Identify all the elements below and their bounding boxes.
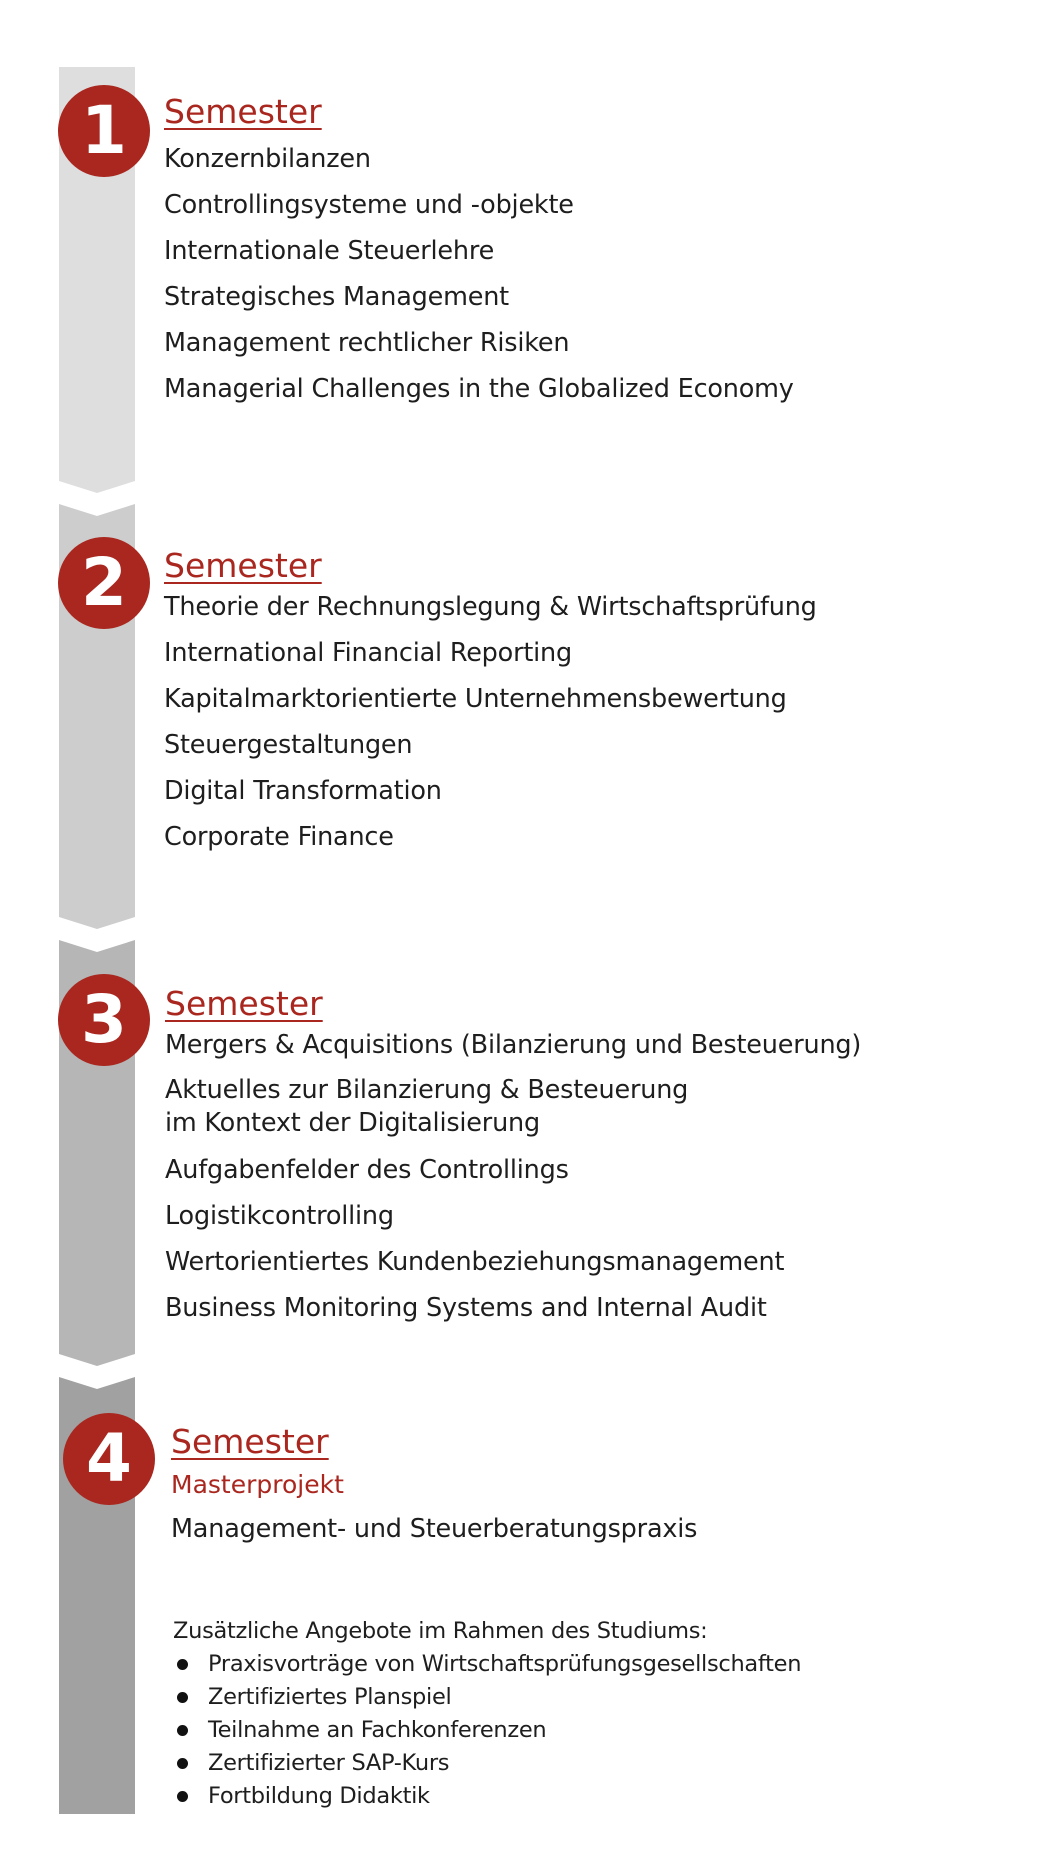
list-item [173, 1681, 801, 1714]
list-item [173, 1648, 801, 1681]
bullet-icon [177, 1692, 188, 1703]
semester-2-course: Steuergestaltungen [164, 730, 413, 760]
semester-3-course-multiline [165, 1068, 861, 1147]
semester-1-course: Controllingsysteme und -objekte [164, 190, 574, 220]
additional-offers-list [173, 1648, 801, 1813]
list-item-label: Teilnahme an Fachkonferenzen [208, 1717, 547, 1743]
semester-3-number-badge: 3 [58, 974, 150, 1066]
list-item [173, 1780, 801, 1813]
bullet-icon [177, 1725, 188, 1736]
semester-2-course: Kapitalmarktorientierte Unternehmensbewertung [164, 684, 787, 714]
semester-4-title: Semester [171, 1422, 329, 1461]
semester-1-course: Managerial Challenges in the Globalized Economy [164, 374, 794, 404]
semester-3-course: Wertorientiertes Kundenbeziehungsmanagement [165, 1247, 785, 1277]
semester-3-course-line: Aktuelles zur Bilanzierung & Besteuerung [165, 1075, 689, 1105]
bullet-icon [177, 1758, 188, 1769]
list-item-label: Praxisvorträge von Wirtschaftsprüfungsgesellschaften [208, 1651, 802, 1677]
semester-2-course: Corporate Finance [164, 822, 394, 852]
list-item [173, 1714, 801, 1747]
bullet-icon [177, 1791, 188, 1802]
list-item [173, 1747, 801, 1780]
semester-2-course: Theorie der Rechnungslegung & Wirtschaftsprüfung [164, 592, 817, 622]
semester-3-course: Aufgabenfelder des Controllings [165, 1155, 569, 1185]
semester-4-section [171, 1420, 697, 1552]
semester-3-course: Mergers & Acquisitions (Bilanzierung und Besteuerung) [165, 1030, 862, 1060]
semester-4-course: Management- und Steuerberatungspraxis [171, 1514, 698, 1544]
semester-1-course: Konzernbilanzen [164, 144, 371, 174]
semester-2-course: Digital Transformation [164, 776, 442, 806]
semester-2-section [164, 544, 817, 860]
list-item-label: Fortbildung Didaktik [208, 1783, 430, 1809]
semester-2-title: Semester [164, 546, 322, 585]
semester-4-number-badge: 4 [63, 1413, 155, 1505]
additional-offers-heading: Zusätzliche Angebote im Rahmen des Studiums: [173, 1618, 708, 1644]
semester-3-course: Logistikcontrolling [165, 1201, 394, 1231]
additional-offers [173, 1614, 801, 1813]
semester-1-section [164, 90, 794, 412]
bullet-icon [177, 1659, 188, 1670]
semester-2-course: International Financial Reporting [164, 638, 572, 668]
semester-2-number-badge: 2 [58, 537, 150, 629]
semester-3-course: Business Monitoring Systems and Internal Audit [165, 1293, 767, 1323]
semester-1-course: Internationale Steuerlehre [164, 236, 495, 266]
list-item-label: Zertifizierter SAP-Kurs [208, 1750, 450, 1776]
semester-3-section [165, 982, 861, 1331]
semester-1-number-badge: 1 [58, 85, 150, 177]
semester-3-course-line: im Kontext der Digitalisierung [165, 1108, 540, 1138]
semester-4-subtitle: Masterprojekt [171, 1470, 344, 1499]
semester-1-course: Management rechtlicher Risiken [164, 328, 570, 358]
semester-1-title: Semester [164, 92, 322, 131]
semester-1-course: Strategisches Management [164, 282, 509, 312]
semester-3-title: Semester [165, 984, 323, 1023]
list-item-label: Zertifiziertes Planspiel [208, 1684, 452, 1710]
